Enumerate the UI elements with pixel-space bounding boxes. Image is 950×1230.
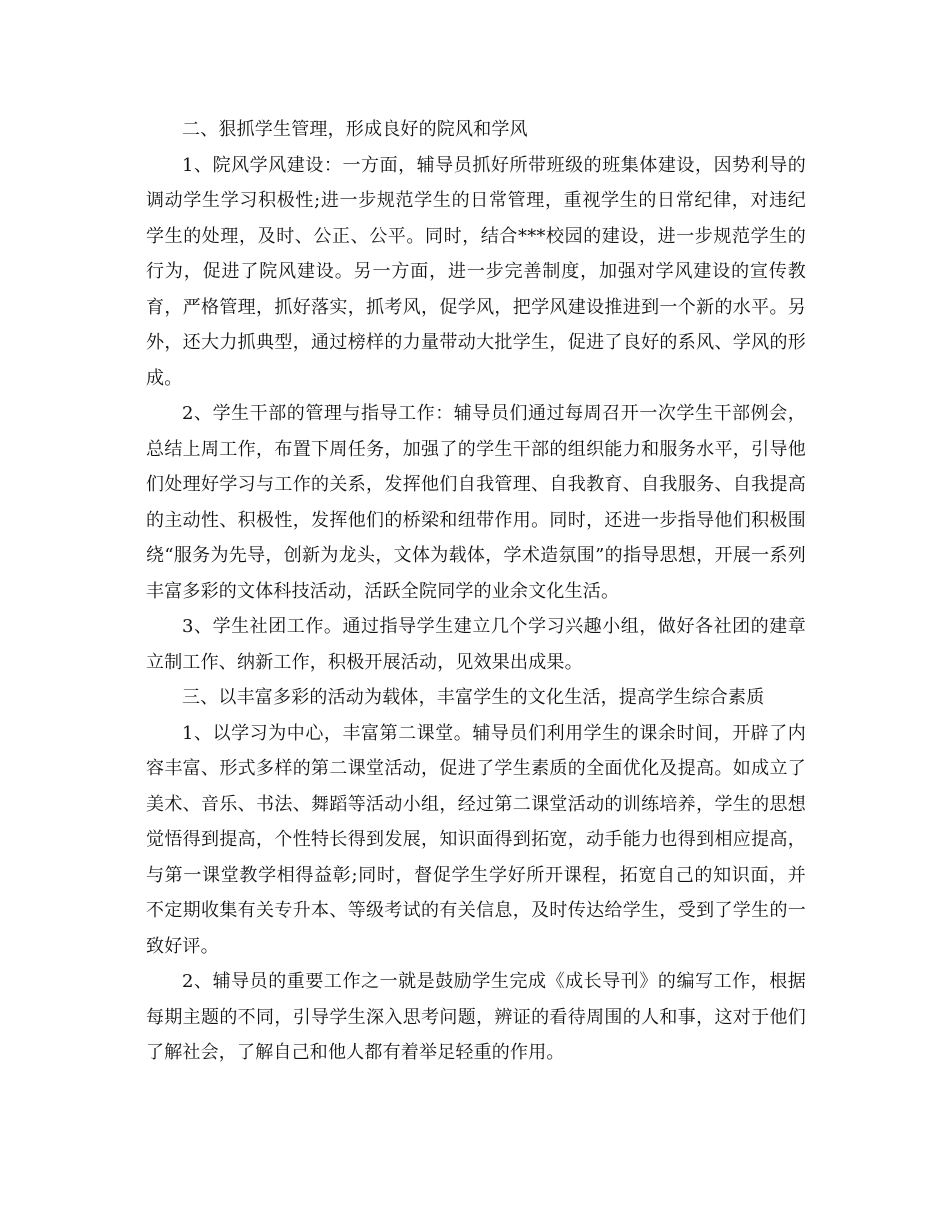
section-heading-activities: 三、以丰富多彩的活动为载体，丰富学生的文化生活，提高学生综合素质 — [182, 687, 765, 708]
paragraph-student-cadre-management: 2、学生干部的管理与指导工作：辅导员们通过每周召开一次学生干部例会，总结上周工作，布置下周任务，加强了的学生干部的组织能力和服务水平，引导他们处理好学习与工作的关系，发挥他们自我管理、自我教育、自我服务、自我提高的主动性、积极性，发挥他们的桥梁和纽带作用。同时，还进一步指导他们积极围绕“服务为先导，创新为龙头，文体为载体，学术造氛围”的指导思想，开展一系列丰富多彩的文体科技活动，活跃全院同学的业余文化生活。 — [146, 403, 806, 602]
paragraph-student-club-work: 3、学生社团工作。通过指导学生建立几个学习兴趣小组，做好各社团的建章立制工作、纳新工作，积极开展活动，见效果出成果。 — [146, 616, 806, 673]
document-body — [146, 112, 806, 1071]
paragraph-campus-style-construction: 1、院风学风建设：一方面，辅导员抓好所带班级的班集体建设，因势利导的调动学生学习积极性;进一步规范学生的日常管理，重视学生的日常纪律，对违纪学生的处理，及时、公正、公平。同时，结合***校园的建设，进一步规范学生的行为，促进了院风建设。另一方面，进一步完善制度，加强对学风建设的宣传教育，严格管理，抓好落实，抓考风，促学风，把学风建设推进到一个新的水平。另外，还大力抓典型，通过榜样的力量带动大批学生，促进了良好的系风、学风的形成。 — [146, 154, 806, 389]
paragraph-growth-guide-journal: 2、辅导员的重要工作之一就是鼓励学生完成《成长导刊》的编写工作，根据每期主题的不同，引导学生深入思考问题，辨证的看待周围的人和事，这对于他们了解社会，了解自己和他人都有着举足轻重的作用。 — [146, 971, 806, 1063]
section-heading-student-management: 二、狠抓学生管理，形成良好的院风和学风 — [182, 119, 528, 140]
paragraph-second-classroom: 1、以学习为中心，丰富第二课堂。辅导员们利用学生的课余时间，开辟了内容丰富、形式多样的第二课堂活动，促进了学生素质的全面优化及提高。如成立了美术、音乐、书法、舞蹈等活动小组，经过第二课堂活动的训练培养，学生的思想觉悟得到提高，个性特长得到发展，知识面得到拓宽，动手能力也得到相应提高，与第一课堂教学相得益彰;同时，督促学生学好所开课程，拓宽自己的知识面，并不定期收集有关专升本、等级考试的有关信息，及时传达给学生，受到了学生的一致好评。 — [146, 722, 806, 957]
